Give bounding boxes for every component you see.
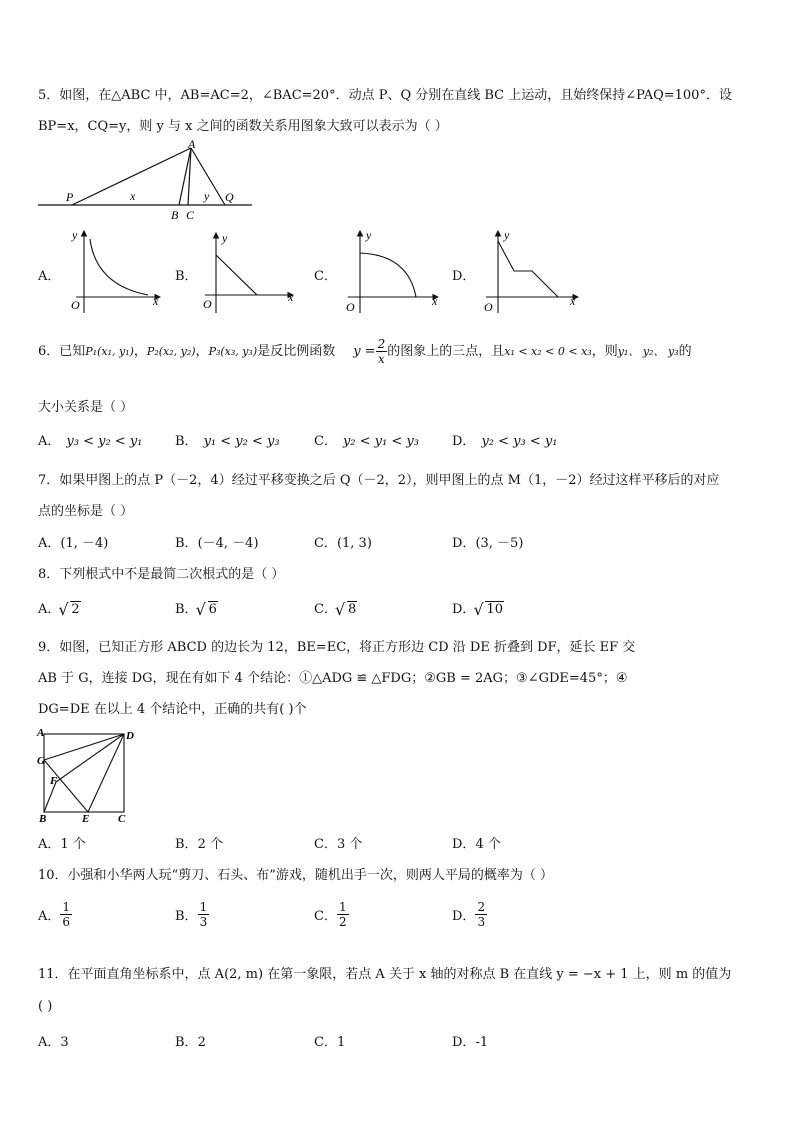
q10-line1: 10．小强和小华两人玩“剪刀、石头、布”游戏，随机出手一次，则两人平局的概率为（ ） — [38, 868, 553, 883]
label-P: P — [66, 190, 74, 204]
q5-figure-triangle — [34, 138, 259, 223]
q5-option-c-graph — [336, 225, 446, 315]
svg-text:O: O — [203, 297, 212, 311]
q7-option-d[interactable]: D．(3, －5) — [452, 536, 524, 551]
q6-option-b[interactable]: B． y₁ < y₂ < y₃ — [175, 434, 280, 449]
q5-option-b-label: B． — [175, 269, 198, 284]
q11-option-d[interactable]: D．-1 — [452, 1035, 489, 1050]
svg-text:O: O — [71, 298, 80, 312]
q11-option-a[interactable]: A．3 — [38, 1035, 69, 1050]
svg-text:O: O — [346, 300, 355, 314]
q6-option-d[interactable]: D． y₂ < y₃ < y₁ — [452, 434, 558, 449]
q9-option-b[interactable]: B．2 个 — [175, 837, 223, 852]
q9-line3: DG=DE 在以上 4 个结论中，正确的共有( )个 — [38, 702, 307, 717]
q7-option-b[interactable]: B．(－4, －4) — [175, 536, 259, 551]
svg-text:A: A — [37, 727, 45, 739]
svg-text:D: D — [126, 730, 134, 742]
q9-line2: AB 于 G，连接 DG，现在有如下 4 个结论：①△ADG ≌ △FDG；②GB = 2AG；③∠GDE=45°；④ — [38, 671, 628, 686]
q11-option-c[interactable]: C．1 — [314, 1035, 346, 1050]
q5-option-b-graph — [193, 225, 303, 315]
q9-figure-square — [34, 724, 144, 824]
svg-text:G: G — [37, 755, 45, 767]
svg-text:x: x — [432, 294, 438, 308]
q11-line2: ( ) — [38, 999, 53, 1014]
q8-line1: 8．下列根式中不是最简二次根式的是（ ） — [38, 567, 285, 582]
svg-text:F: F — [50, 775, 58, 787]
q5-text-line1: 5．如图，在△ABC 中，AB=AC=2，∠BAC=20°．动点 P、Q 分别在直线 BC 上运动，且始终保持∠PAQ=100°．设 — [38, 88, 732, 103]
svg-text:y: y — [504, 228, 510, 242]
q7-line1: 7．如果甲图上的点 P（－2，4）经过平移变换之后 Q（－2，2），则甲图上的点 M（1，－2）经过这样平移后的对应 — [38, 473, 720, 488]
q10-option-a[interactable]: A． $\frac{1}{6}$ — [38, 900, 71, 929]
label-C: C — [186, 208, 195, 222]
q6-line2: 大小关系是（ ） — [38, 400, 134, 415]
label-y: y — [204, 189, 210, 203]
q5-option-a-graph — [56, 225, 166, 315]
q8-option-c[interactable]: C．√ 8 — [314, 598, 357, 617]
q8-option-d[interactable]: D．√ 10 — [452, 598, 504, 617]
svg-text:C: C — [118, 813, 126, 824]
q7-option-a[interactable]: A．(1, －4) — [38, 536, 109, 551]
svg-text:B: B — [39, 813, 47, 824]
q10-option-c[interactable]: C． $\frac{1}{2}$ — [314, 900, 347, 929]
q9-line1: 9．如图，已知正方形 ABCD 的边长为 12，BE=EC，将正方形边 CD 沿 DE 折叠到 DF，延长 EF 交 — [38, 640, 636, 655]
q11-line1: 11．在平面直角坐标系中，点 A(2, m) 在第一象限，若点 A 关于 x 轴的对称点 B 在直线 y = −x + 1 上，则 m 的值为 — [38, 967, 732, 982]
q5-option-d-label: D． — [452, 269, 476, 284]
q5-text-line2: BP=x，CQ=y，则 y 与 x 之间的函数关系用图象大致可以表示为（ ） — [38, 119, 448, 134]
q7-line2: 点的坐标是（ ） — [38, 504, 134, 519]
q6-line1: 6．已知P₁(x₁, y₁)，P₂(x₂, y₂)，P₃(x₃, y₃)是反比例函数 y = $\frac{2}{x}$ 的图象上的三点，且x₁ < x₂ < 0 < x₃，则y₁、 y₂、 y₃的 — [38, 337, 692, 366]
q8-option-b[interactable]: B．√ 6 — [175, 598, 218, 617]
q5-option-c-label: C． — [314, 269, 337, 284]
q6-option-a[interactable]: A． y₃ < y₂ < y₁ — [38, 434, 143, 449]
svg-text:x: x — [153, 294, 159, 308]
svg-text:x: x — [288, 290, 294, 304]
q5-option-d-graph — [474, 225, 584, 315]
label-Q: Q — [225, 190, 234, 204]
q9-option-c[interactable]: C．3 个 — [314, 837, 363, 852]
svg-text:y: y — [366, 228, 372, 242]
q8-option-a[interactable]: A．√ 2 — [38, 598, 81, 617]
q6-option-c[interactable]: C． y₂ < y₁ < y₃ — [314, 434, 419, 449]
q5-option-a-label: A． — [38, 269, 61, 284]
q9-option-d[interactable]: D．4 个 — [452, 837, 501, 852]
label-B: B — [171, 208, 179, 222]
svg-text:O: O — [484, 300, 493, 314]
q9-option-a[interactable]: A．1 个 — [38, 837, 86, 852]
svg-text:y: y — [222, 231, 228, 245]
svg-text:y: y — [72, 228, 78, 242]
label-x: x — [130, 189, 136, 203]
q10-option-d[interactable]: D． $\frac{2}{3}$ — [452, 900, 486, 929]
q7-option-c[interactable]: C．(1, 3) — [314, 536, 372, 551]
q11-option-b[interactable]: B．2 — [175, 1035, 206, 1050]
svg-text:x: x — [570, 294, 576, 308]
q10-option-b[interactable]: B． $\frac{1}{3}$ — [175, 900, 208, 929]
svg-text:E: E — [82, 813, 90, 824]
label-A: A — [188, 138, 196, 151]
